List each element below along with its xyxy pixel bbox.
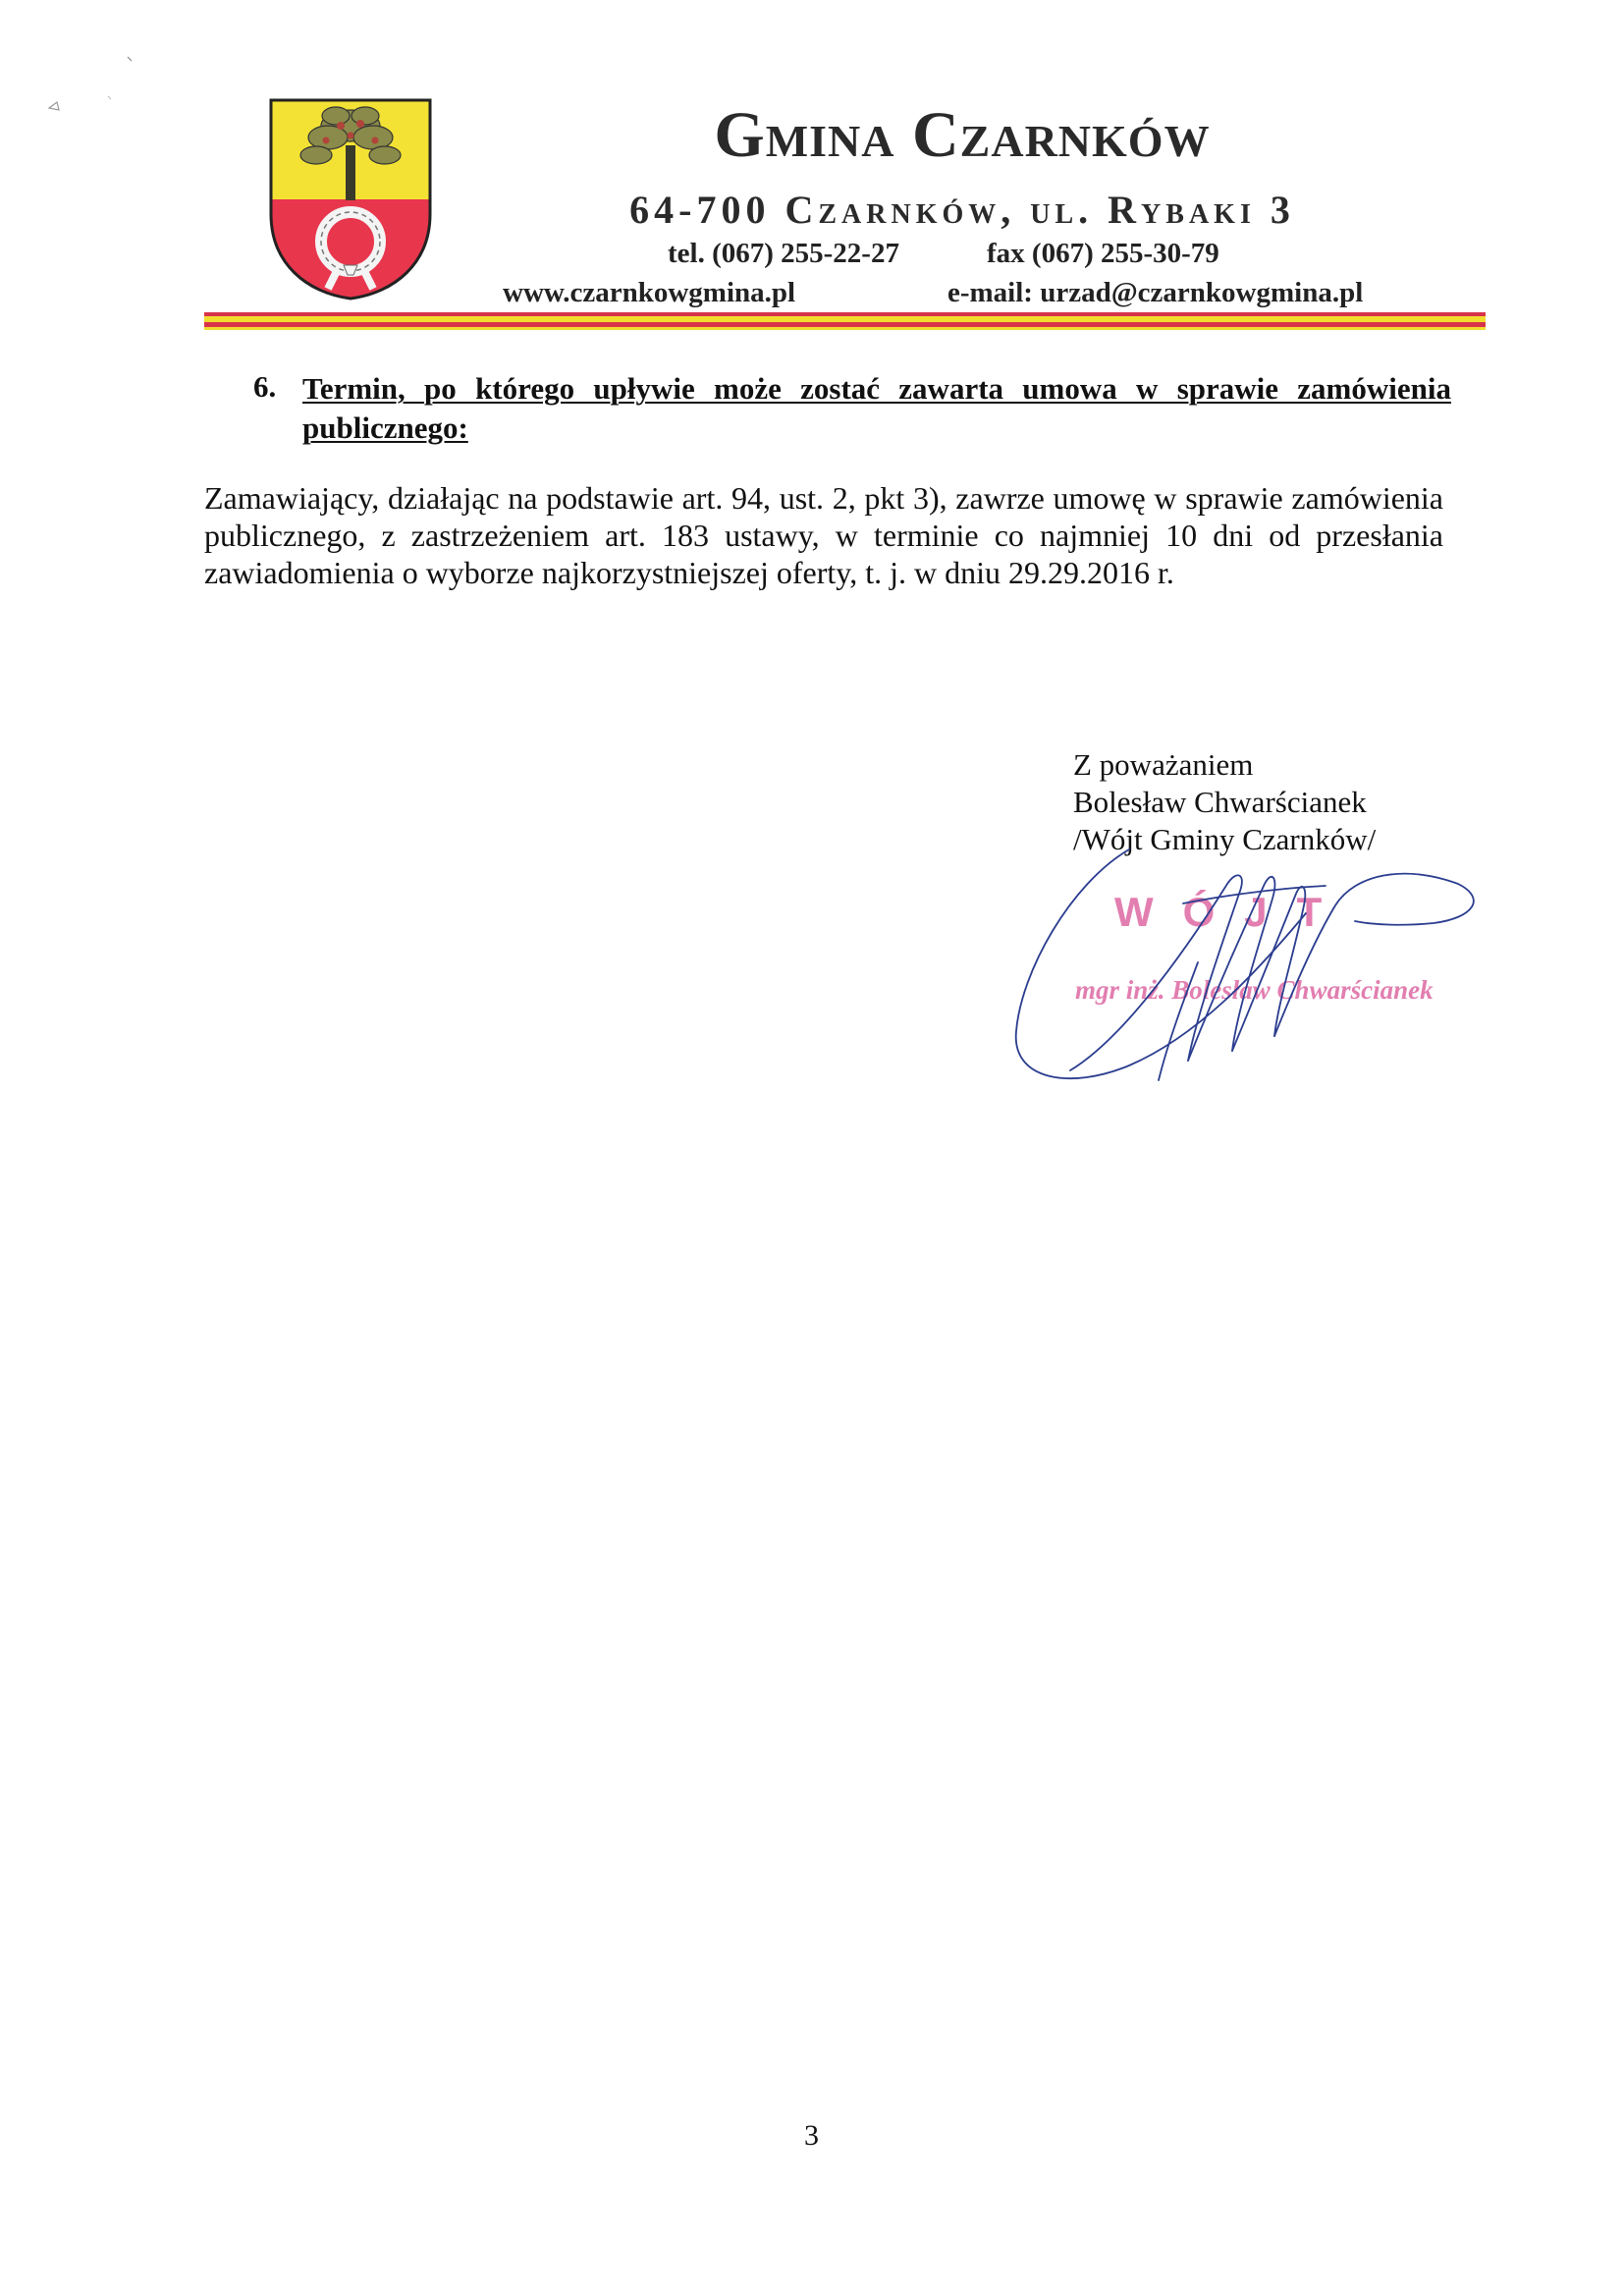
body-paragraph: Zamawiający, działając na podstawie art. 94, ust. 2, pkt 3), zawrze umowę w sprawie zamówienia publicznego, z zastrzeżeniem art. 183 ustawy, w terminie co najmniej 10 dni od przesłania zawiadomienia o wyborze najkorzystniejszej oferty, t. j. w dniu 29.29.2016 r. (204, 480, 1443, 590)
stamp-name: mgr inż. Bolesław Chwarścianek (1075, 975, 1434, 1005)
section-number: 6. (253, 369, 277, 404)
organization-fax: fax (067) 255-30-79 (987, 238, 1219, 269)
section-heading: Termin, po którego upływie może zostać zawarta umowa w sprawie zamówienia publicznego: (302, 371, 1451, 445)
coat-of-arms-icon (267, 96, 434, 302)
scan-specks (39, 39, 137, 128)
organization-name: Gmina Czarnków (714, 99, 1211, 171)
signature-block (1073, 746, 1376, 858)
organization-website: www.czarnkowgmina.pl (503, 277, 796, 308)
organization-address: 64-700 Czarnków, ul. Rybaki 3 (629, 188, 1295, 232)
closing-salutation: Z poważaniem (1073, 747, 1254, 782)
stamp-title: WÓJT (1114, 889, 1352, 935)
signatory-title: /Wójt Gminy Czarnków/ (1073, 822, 1377, 856)
organization-email: e-mail: urzad@czarnkowgmina.pl (947, 277, 1364, 308)
signatory-name: Bolesław Chwarścianek (1073, 785, 1367, 819)
letterhead-divider-yellow-lower (204, 327, 1486, 330)
page-number: 3 (804, 2119, 819, 2152)
handwritten-signature-icon (1011, 845, 1483, 1090)
organization-phone: tel. (067) 255-22-27 (668, 238, 899, 269)
